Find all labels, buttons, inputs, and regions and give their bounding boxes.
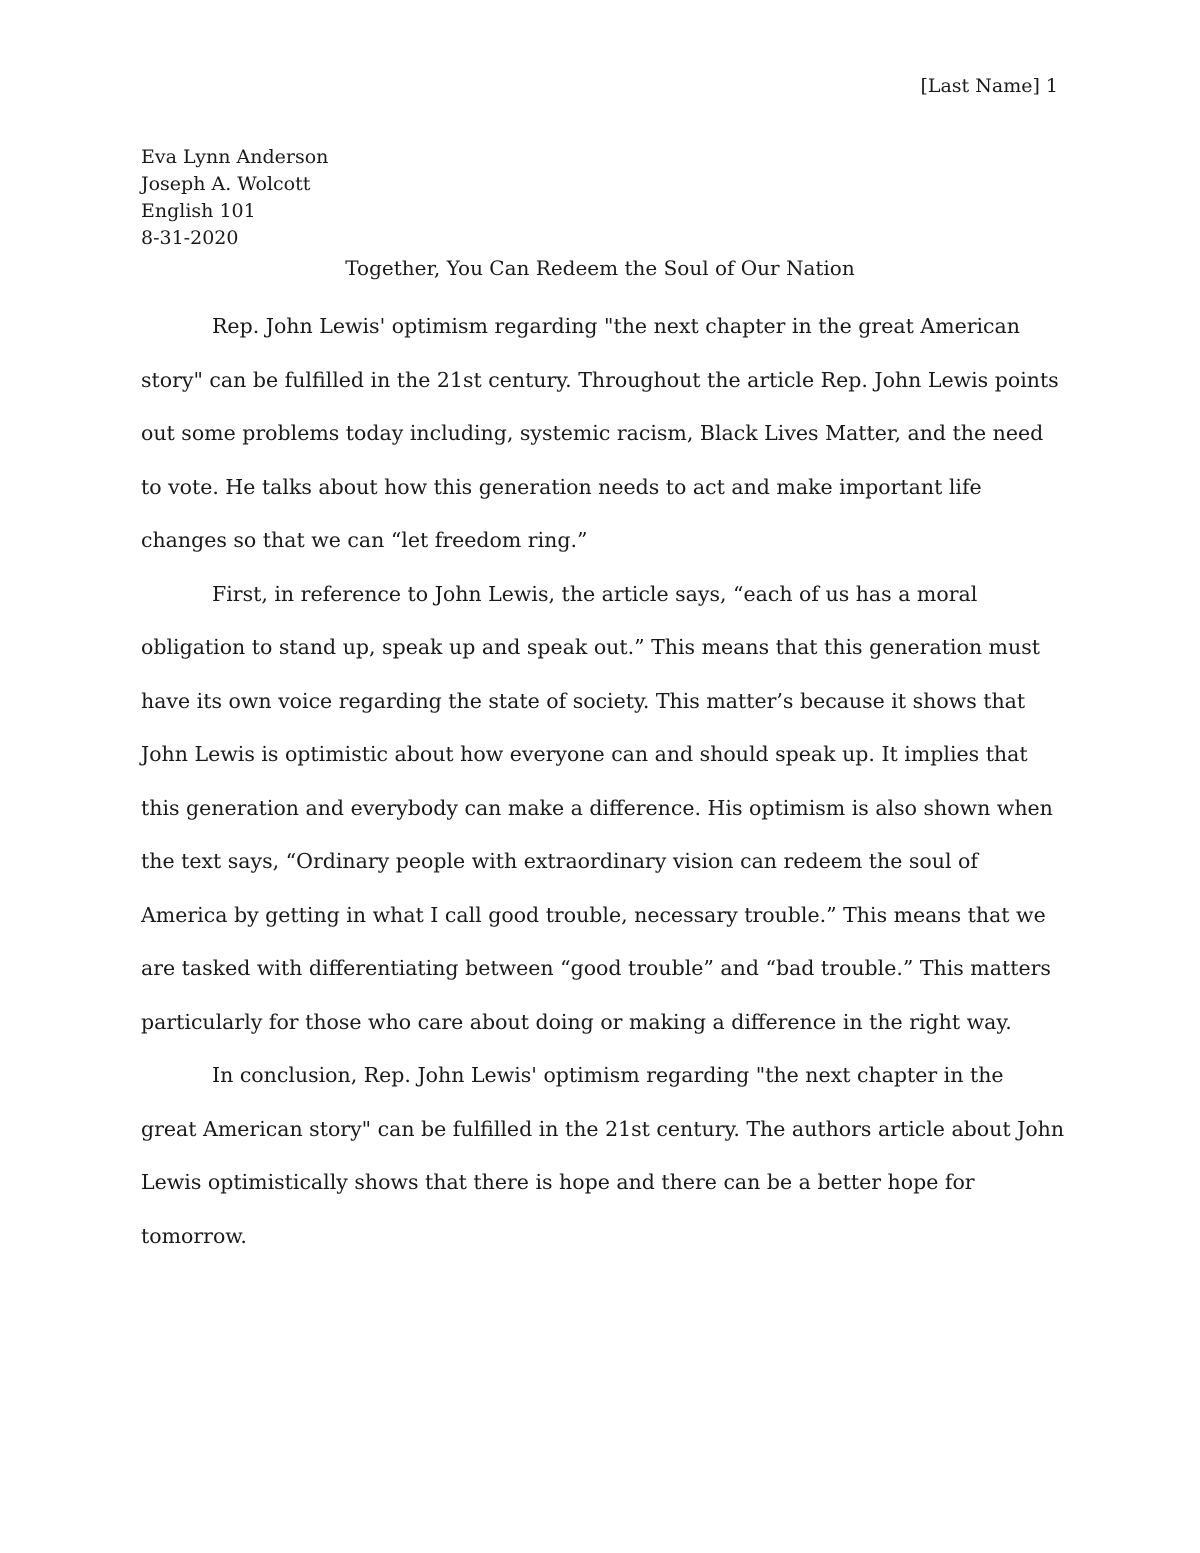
- paragraph-line: Rep. John Lewis' optimism regarding "the next chapter in the great American: [212, 314, 1020, 338]
- essay-date: 8-31-2020: [141, 227, 239, 249]
- paragraph-line: tomorrow.: [141, 1223, 247, 1248]
- course-name: English 101: [141, 200, 256, 222]
- paragraph-line: great American story" can be fulfilled in the 21st century. The authors article about John: [141, 1116, 1065, 1141]
- running-head: [Last Name] 1: [920, 75, 1058, 97]
- paragraph-line: In conclusion, Rep. John Lewis' optimism regarding "the next chapter in the: [212, 1063, 1004, 1087]
- paragraph-line: America by getting in what I call good trouble, necessary trouble.” This means that we: [141, 902, 1046, 927]
- paragraph-line: First, in reference to John Lewis, the article says, “each of us has a moral: [212, 581, 978, 606]
- body-paragraph-1: [141, 300, 1059, 568]
- student-heading-block: [141, 144, 328, 252]
- paragraph-line: Lewis optimistically shows that there is hope and there can be a better hope for: [141, 1170, 975, 1194]
- paragraph-line: are tasked with differentiating between “good trouble” and “bad trouble.” This matters: [141, 956, 1051, 980]
- body-paragraph-3: [141, 1049, 1064, 1263]
- paragraph-line: particularly for those who care about doing or making a difference in the right way.: [141, 1009, 1012, 1034]
- student-name: Eva Lynn Anderson: [141, 146, 329, 168]
- paragraph-line: to vote. He talks about how this generation needs to act and make important life: [141, 474, 982, 499]
- paragraph-line: John Lewis is optimistic about how everyone can and should speak up. It implies that: [141, 742, 1028, 766]
- essay-title: Together, You Can Redeem the Soul of Our Nation: [345, 256, 855, 280]
- paragraph-line: changes so that we can “let freedom ring.”: [141, 528, 588, 552]
- paragraph-line: this generation and everybody can make a difference. His optimism is also shown when: [141, 795, 1053, 820]
- paragraph-line: have its own voice regarding the state of society. This matter’s because it shows that: [141, 688, 1026, 713]
- paragraph-line: out some problems today including, systemic racism, Black Lives Matter, and the need: [141, 421, 1044, 445]
- paragraph-line: obligation to stand up, speak up and speak out.” This means that this generation must: [141, 635, 1040, 659]
- paragraph-line: the text says, “Ordinary people with extraordinary vision can redeem the soul of: [141, 849, 978, 873]
- paragraph-line: story" can be fulfilled in the 21st century. Throughout the article Rep. John Lewis points: [141, 367, 1059, 392]
- instructor-name: Joseph A. Wolcott: [141, 173, 311, 195]
- body-paragraph-2: [141, 568, 1053, 1050]
